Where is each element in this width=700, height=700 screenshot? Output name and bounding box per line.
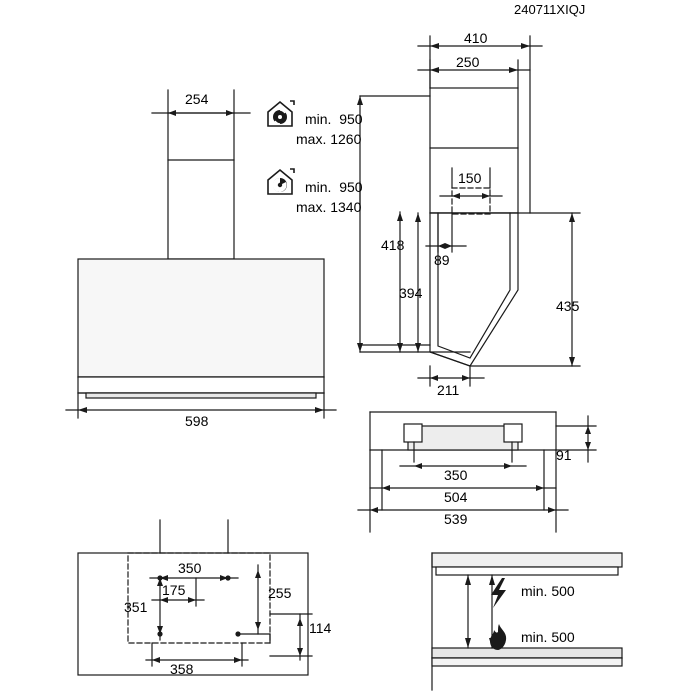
dim-top-91: 91	[556, 447, 572, 463]
dim-depth-total: 410	[464, 30, 488, 46]
dim-tpl-175: 175	[162, 582, 186, 598]
dim-top-539: 539	[444, 511, 468, 527]
dim-duct-offset: 89	[434, 252, 450, 268]
dim-tpl-358: 358	[170, 661, 194, 677]
dim-top-350: 350	[444, 467, 468, 483]
dim-tpl-350: 350	[178, 560, 202, 576]
dim-tpl-114: 114	[309, 620, 332, 636]
electric-clearance-label: min. 500	[521, 583, 575, 599]
model-code: 240711XIQJ	[514, 2, 586, 17]
dim-height-435: 435	[556, 298, 580, 314]
dim-tpl-255: 255	[268, 585, 292, 601]
dim-body-width: 598	[185, 413, 209, 429]
dim-chimney-width: 254	[185, 91, 209, 107]
dim-chimney-depth: 250	[456, 54, 480, 70]
extraction-max-label: max. 1340	[296, 199, 362, 215]
dim-height-418: 418	[381, 237, 405, 253]
recirculation-min-label: min. 950	[305, 111, 363, 127]
dim-duct-width: 150	[458, 170, 482, 186]
recirculation-max-label: max. 1260	[296, 131, 362, 147]
recirculation-icon	[268, 101, 294, 126]
extraction-min-label: min. 950	[305, 179, 363, 195]
dim-tpl-351: 351	[124, 599, 148, 615]
dim-top-504: 504	[444, 489, 468, 505]
gas-clearance-label: min. 500	[521, 629, 575, 645]
dim-height-394: 394	[399, 285, 423, 301]
extraction-icon	[268, 169, 294, 194]
dim-base-depth: 211	[437, 382, 460, 398]
